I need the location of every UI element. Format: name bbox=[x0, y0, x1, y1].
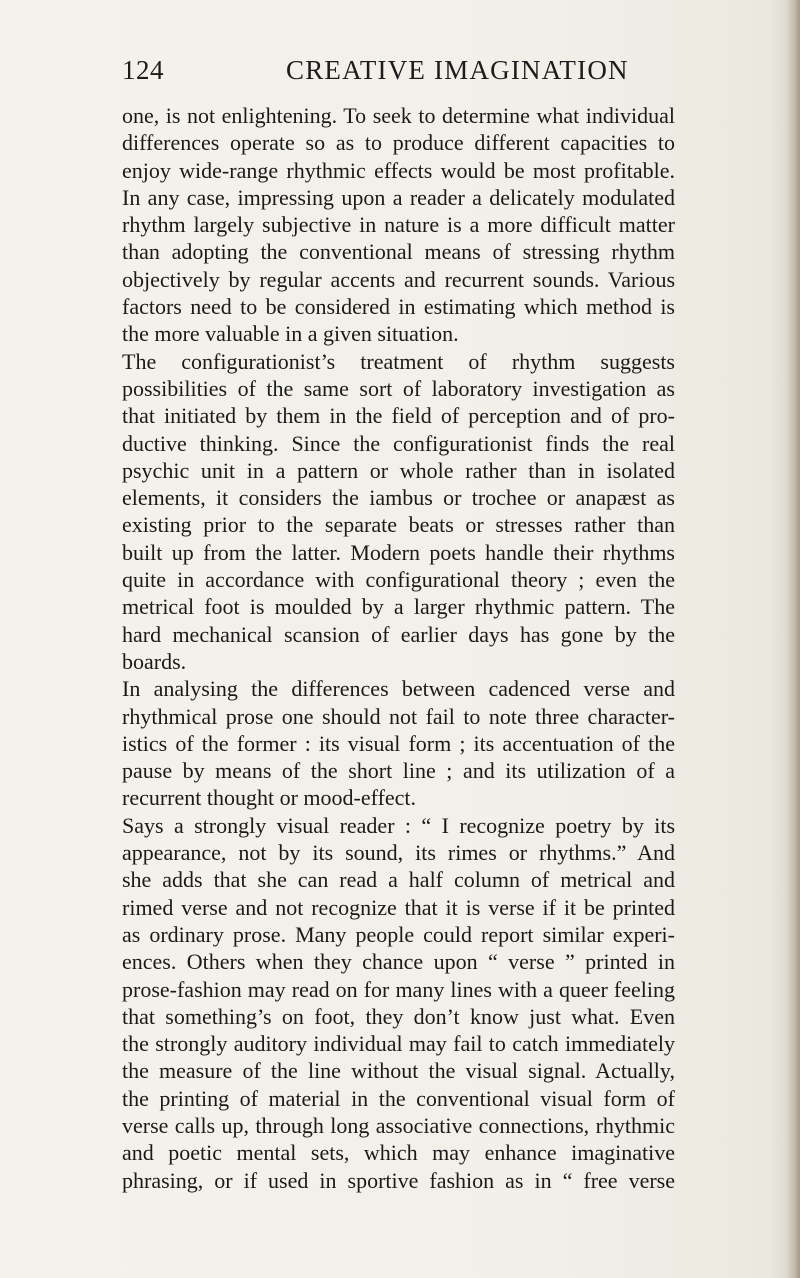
text-line: as ordinary prose. Many people could report similar experi- bbox=[122, 921, 675, 947]
text-line: the strongly auditory individual may fail to catch immediately bbox=[122, 1031, 675, 1057]
text-line: psychic unit in a pattern or whole rather than in isolated bbox=[122, 457, 675, 483]
page-header bbox=[122, 55, 682, 89]
text-line: hard mechanical scansion of earlier days has gone by the bbox=[122, 621, 675, 647]
text-line: Says a strongly visual reader : “ I recognize poetry by its bbox=[122, 812, 675, 838]
text-line: the printing of material in the conventional visual form of bbox=[122, 1085, 675, 1111]
text-line: ductive thinking. Since the configurationist finds the real bbox=[122, 430, 675, 456]
body-text bbox=[122, 102, 675, 1194]
text-line: prose-fashion may read on for many lines with a queer feeling bbox=[122, 976, 675, 1002]
text-line: boards. bbox=[122, 648, 187, 674]
text-line: pause by means of the short line ; and its utilization of a bbox=[122, 758, 675, 784]
running-head: CREATIVE IMAGINATION bbox=[286, 55, 629, 85]
text-line: The configurationist’s treatment of rhythm suggests bbox=[122, 348, 675, 374]
text-line: that initiated by them in the field of perception and of pro- bbox=[122, 403, 675, 429]
text-line: objectively by regular accents and recurrent sounds. Various bbox=[122, 266, 675, 292]
text-line: she adds that she can read a half column of metrical and bbox=[122, 867, 675, 893]
text-line: quite in accordance with configurational theory ; even the bbox=[122, 567, 675, 593]
text-line: metrical foot is moulded by a larger rhythmic pattern. The bbox=[122, 594, 675, 620]
text-line: appearance, not by its sound, its rimes or rhythms.” And bbox=[122, 840, 675, 866]
text-line: built up from the latter. Modern poets handle their rhythms bbox=[122, 539, 675, 565]
text-line: In any case, impressing upon a reader a delicately modulated bbox=[122, 184, 675, 210]
paragraph bbox=[122, 812, 675, 1194]
paragraph bbox=[122, 675, 675, 811]
text-line: existing prior to the separate beats or stresses rather than bbox=[122, 512, 675, 538]
text-line: rhythmical prose one should not fail to note three character- bbox=[122, 703, 675, 729]
text-line: elements, it considers the iambus or trochee or anapæst as bbox=[122, 485, 675, 511]
text-line: possibilities of the same sort of laboratory investigation as bbox=[122, 375, 675, 401]
text-line: rhythm largely subjective in nature is a more difficult matter bbox=[122, 212, 675, 238]
page-number: 124 bbox=[122, 55, 164, 85]
text-line: one, is not enlightening. To seek to determine what individual bbox=[122, 103, 675, 128]
text-line: than adopting the conventional means of stressing rhythm bbox=[122, 239, 675, 265]
text-line: the more valuable in a given situation. bbox=[122, 321, 459, 347]
text-line: differences operate so as to produce different capacities to bbox=[122, 130, 675, 156]
paragraph bbox=[122, 348, 675, 676]
text-line: recurrent thought or mood-effect. bbox=[122, 785, 417, 811]
text-line: factors need to be considered in estimating which method is bbox=[122, 294, 675, 320]
page-spine-shadow bbox=[786, 0, 800, 1278]
text-line: phrasing, or if used in sportive fashion as in “ free verse bbox=[122, 1167, 675, 1193]
text-line: and poetic mental sets, which may enhance imaginative bbox=[122, 1140, 675, 1166]
text-line: verse calls up, through long associative connections, rhythmic bbox=[122, 1112, 675, 1138]
text-line: ences. Others when they chance upon “ verse ” printed in bbox=[122, 949, 675, 975]
text-line: that something’s on foot, they don’t know just what. Even bbox=[122, 1003, 675, 1029]
text-line: istics of the former : its visual form ; its accentuation of the bbox=[122, 730, 675, 756]
paragraph bbox=[122, 102, 675, 348]
text-line: rimed verse and not recognize that it is verse if it be printed bbox=[122, 894, 675, 920]
text-line: the measure of the line without the visual signal. Actually, bbox=[122, 1058, 675, 1084]
text-line: enjoy wide-range rhythmic effects would be most profitable. bbox=[122, 157, 675, 183]
text-line: In analysing the differences between cadenced verse and bbox=[122, 676, 675, 702]
